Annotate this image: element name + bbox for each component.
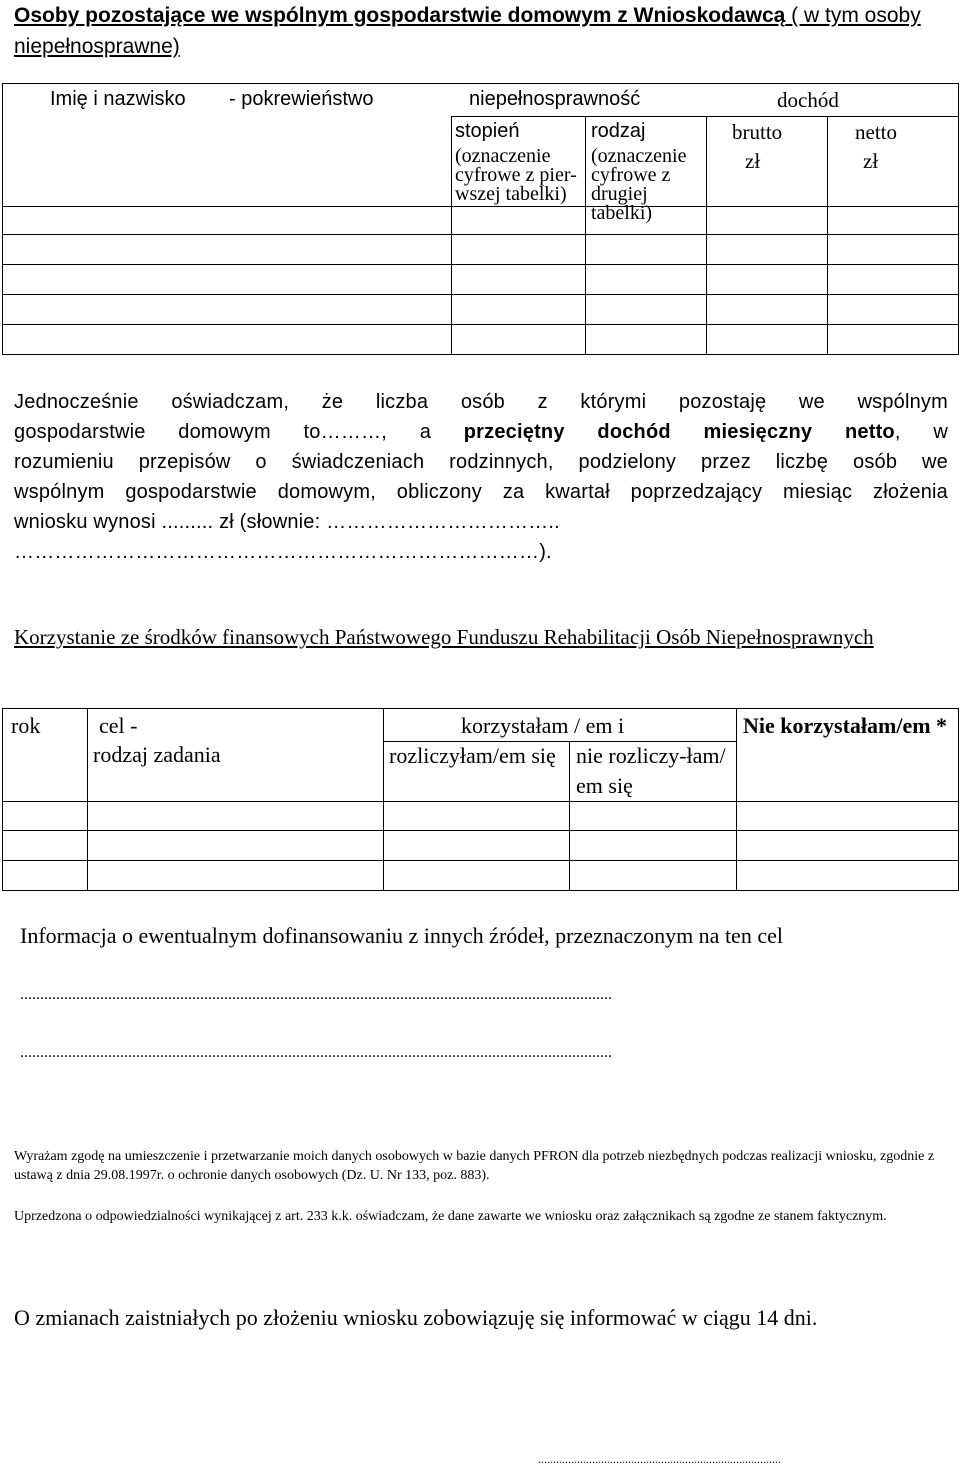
declaration-line	[14, 417, 948, 447]
header-divider	[451, 116, 958, 117]
declaration-text: , w	[894, 421, 948, 443]
header-name: Imię i nazwisko	[50, 88, 186, 110]
liability-warning: Uprzedzona o odpowiedzialności wynikającej z art. 233 k.k. oświadczam, że dane zawarte we wniosku oraz załącznikach są zgodne ze stanem faktycznym.	[14, 1209, 887, 1224]
col-divider	[736, 709, 737, 890]
dotted-line: ....................................................................................................................................................	[20, 1044, 612, 1061]
dotted-line: ....................................................................................................................................................	[20, 986, 612, 1003]
income-declaration	[14, 387, 948, 567]
declaration-text: gospodarstwie domowym to………, a	[14, 421, 464, 443]
header-not-settled: nie rozliczy-łam/ em się	[576, 743, 726, 798]
col-divider	[87, 709, 88, 890]
title-normal: ( w tym osoby niepełnosprawne)	[14, 4, 921, 58]
header-used: korzystałam / em i	[461, 713, 625, 738]
change-notice: O zmianach zaistniałych po złożeniu wniosku zobowiązuję się informować w ciągu 14 dni.	[14, 1305, 818, 1330]
col-divider	[827, 116, 828, 354]
section-title-pfron: Korzystanie ze środków finansowych Państwowego Funduszu Rehabilitacji Osób Niepełnosprawnych	[14, 625, 874, 649]
row-divider	[3, 206, 958, 207]
header-goal-type: rodzaj zadania	[93, 742, 221, 767]
header-gross-unit: zł	[745, 149, 761, 173]
header-net: netto	[855, 120, 897, 144]
cofinancing-info-label: Informacja o ewentualnym dofinansowaniu z innych źródeł, przeznaczonym na ten cel	[20, 923, 783, 948]
row-divider	[3, 801, 958, 802]
header-settled: rozliczyłam/em się	[389, 743, 556, 768]
header-degree-note: (oznaczenie cyfrowe z pier-wszej tabelki)	[455, 145, 577, 205]
col-divider	[383, 709, 384, 890]
header-year: rok	[11, 713, 41, 738]
title-bold: Osoby pozostające we wspólnym gospodarstwie domowym z Wnioskodawcą	[14, 4, 786, 27]
col-divider	[451, 116, 452, 354]
header-relation: - pokrewieństwo	[229, 88, 374, 110]
header-not-used: Nie korzystałam/em *	[743, 713, 948, 738]
row-divider	[3, 264, 958, 265]
header-net-unit: zł	[863, 149, 879, 173]
col-divider	[585, 116, 586, 354]
header-gross: brutto	[732, 120, 783, 144]
row-divider	[3, 830, 958, 831]
header-type: rodzaj	[591, 120, 646, 142]
declaration-line: wniosku wynosi ......... zł (słownie: ……………………………..	[14, 511, 560, 533]
col-divider	[569, 741, 570, 890]
signature-line: .................................................................................	[538, 1452, 781, 1466]
row-divider	[3, 324, 958, 325]
declaration-line: wspólnym gospodarstwie domowym, obliczony za kwartał poprzedzający miesiąc złożenia	[14, 481, 948, 503]
row-divider	[3, 860, 958, 861]
declaration-line: ……………………………………………………………………).	[14, 541, 552, 563]
declaration-bold: przeciętny dochód miesięczny netto	[463, 421, 895, 443]
declaration-line: Jednocześnie oświadczam, że liczba osób z którymi pozostaję we wspólnym	[14, 391, 948, 413]
row-divider	[3, 294, 958, 295]
header-disability: niepełnosprawność	[469, 88, 641, 110]
pfron-table	[2, 708, 959, 891]
section-title-household	[14, 0, 954, 62]
header-income: dochód	[777, 88, 839, 112]
header-goal: cel -	[99, 713, 138, 738]
col-divider	[706, 116, 707, 354]
household-table	[2, 83, 959, 355]
row-divider	[383, 741, 736, 742]
consent-text: Wyrażam zgodę na umieszczenie i przetwarzanie moich danych osobowych w bazie danych PFRON dla potrzeb niezbędnych podczas realizacji wniosku, zgodnie z ustawą z dnia 29.08.1997r. o ochronie danych osobowych (Dz. U. Nr 133, poz. 883).	[14, 1149, 935, 1183]
header-degree: stopień	[455, 120, 520, 142]
header-type-note: (oznaczenie cyfrowe z drugiej tabelki)	[591, 145, 687, 224]
declaration-line: rozumieniu przepisów o świadczeniach rodzinnych, podzielony przez liczbę osób we	[14, 451, 948, 473]
row-divider	[3, 234, 958, 235]
